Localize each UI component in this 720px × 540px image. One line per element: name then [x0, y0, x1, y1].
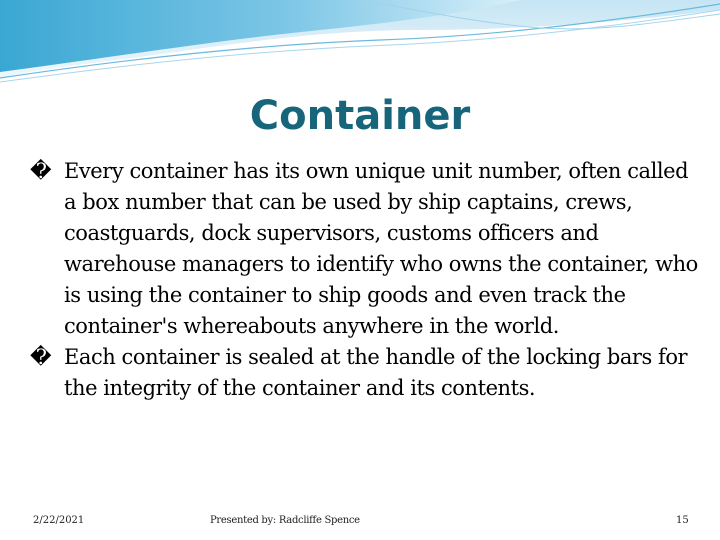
bullet-marker-icon: �: [30, 345, 52, 369]
bullet-text: Every container has its own unique unit number, often called a box number that can be used by ship captains, crews, coastguards, dock supervisors, customs officers and warehouse managers to identify who owns the container, who is using the container to ship goods and even track the container's whereabouts anywhere in the world.: [64, 159, 698, 338]
footer-page-number: 15: [676, 515, 689, 526]
bullet-list: [30, 156, 700, 404]
slide-title: Container: [249, 93, 471, 139]
bullet-item: [30, 156, 700, 342]
decorative-wave-header: [0, 0, 720, 90]
footer-presenter: Presented by: Radcliffe Spence: [210, 515, 360, 526]
footer-date: 2/22/2021: [33, 515, 85, 526]
bullet-marker-icon: �: [30, 159, 52, 183]
bullet-text: Each container is sealed at the handle of the locking bars for the integrity of the container and its contents.: [64, 345, 688, 400]
bullet-item: [30, 342, 700, 404]
